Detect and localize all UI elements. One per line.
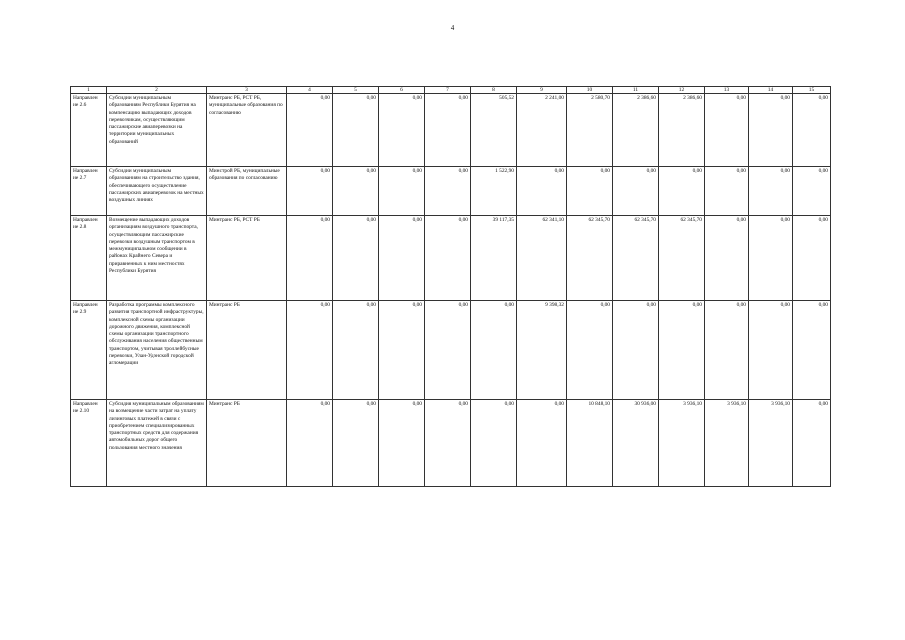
column-header-11: 11 xyxy=(613,87,659,94)
row-value-cell: 0,00 xyxy=(793,301,831,400)
row-value-cell: 10 848,10 xyxy=(567,400,613,487)
row-value-cell: 0,00 xyxy=(287,167,333,216)
column-header-2: 2 xyxy=(107,87,207,94)
row-value-cell: 0,00 xyxy=(567,301,613,400)
table-row xyxy=(71,400,831,487)
row-value-cell: 0,00 xyxy=(471,301,517,400)
row-value-cell: 0,00 xyxy=(659,167,705,216)
row-value-cell: 0,00 xyxy=(613,167,659,216)
row-value-cell: 2 580,70 xyxy=(567,94,613,167)
column-header-13: 13 xyxy=(705,87,749,94)
row-value-cell: 0,00 xyxy=(705,216,749,301)
row-value-cell: 505,52 xyxy=(471,94,517,167)
row-value-cell: 0,00 xyxy=(659,301,705,400)
row-value-cell: 0,00 xyxy=(705,167,749,216)
row-code-cell: Направлен ие 2.9 xyxy=(71,301,107,400)
row-value-cell: 2 386,60 xyxy=(613,94,659,167)
column-header-15: 15 xyxy=(793,87,831,94)
row-value-cell: 0,00 xyxy=(793,94,831,167)
row-value-cell: 3 936,10 xyxy=(659,400,705,487)
row-value-cell: 2 386,60 xyxy=(659,94,705,167)
row-value-cell: 0,00 xyxy=(613,301,659,400)
row-code-cell: Направлен ие 2.6 xyxy=(71,94,107,167)
column-header-1: 1 xyxy=(71,87,107,94)
row-value-cell: 0,00 xyxy=(333,167,379,216)
row-code-cell: Направлен ие 2.7 xyxy=(71,167,107,216)
row-value-cell: 0,00 xyxy=(333,400,379,487)
row-value-cell: 0,00 xyxy=(705,94,749,167)
row-name-cell: Субсидии муниципальным образованиям на строительство здания, обеспечивающего осуществление пассажирских авиаперевозок на местных воздушных линиях xyxy=(107,167,207,216)
row-executor-cell: Минтранс РБ xyxy=(207,301,287,400)
column-header-12: 12 xyxy=(659,87,705,94)
row-executor-cell: Минстрой РБ, муниципальные образования по согласованию xyxy=(207,167,287,216)
row-value-cell: 0,00 xyxy=(379,94,425,167)
row-value-cell: 0,00 xyxy=(749,94,793,167)
row-value-cell: 0,00 xyxy=(517,400,567,487)
row-value-cell: 0,00 xyxy=(425,216,471,301)
row-value-cell: 2 241,00 xyxy=(517,94,567,167)
table-row xyxy=(71,301,831,400)
row-value-cell: 39 117,35 xyxy=(471,216,517,301)
row-value-cell: 0,00 xyxy=(333,216,379,301)
table-body xyxy=(71,94,831,487)
row-value-cell: 30 936,00 xyxy=(613,400,659,487)
row-value-cell: 0,00 xyxy=(793,400,831,487)
row-value-cell: 0,00 xyxy=(471,400,517,487)
row-code-cell: Направлен ие 2.10 xyxy=(71,400,107,487)
row-value-cell: 0,00 xyxy=(287,301,333,400)
row-value-cell: 3 936,10 xyxy=(749,400,793,487)
row-name-cell: Возмещение выпадающих доходов организациям воздушного транспорта, осуществляющим пассажирские перевозки воздушным транспортом в межмуниципальном сообщении в районах Крайнего Севера и приравненных к ним местностях Республики Бурятия xyxy=(107,216,207,301)
row-value-cell: 0,00 xyxy=(749,216,793,301)
row-value-cell: 0,00 xyxy=(793,216,831,301)
row-value-cell: 0,00 xyxy=(749,167,793,216)
table-row xyxy=(71,167,831,216)
row-value-cell: 0,00 xyxy=(379,301,425,400)
row-value-cell: 0,00 xyxy=(333,301,379,400)
column-header-4: 4 xyxy=(287,87,333,94)
column-header-14: 14 xyxy=(749,87,793,94)
column-header-10: 10 xyxy=(567,87,613,94)
row-value-cell: 0,00 xyxy=(749,301,793,400)
row-executor-cell: Минтранс РБ xyxy=(207,400,287,487)
row-value-cell: 0,00 xyxy=(287,216,333,301)
column-header-9: 9 xyxy=(517,87,567,94)
row-value-cell: 0,00 xyxy=(287,94,333,167)
row-value-cell: 62 345,70 xyxy=(659,216,705,301)
row-value-cell: 0,00 xyxy=(517,167,567,216)
row-name-cell: Субсидия муниципальным образованиям на возмещение части затрат на уплату лизинговых платежей в связи с приобретением специализированных транспортных средств для содержания автомобильных дорог общего пользования местного значения xyxy=(107,400,207,487)
row-executor-cell: Минтранс РБ, РСТ РБ, муниципальные образования по согласованию xyxy=(207,94,287,167)
row-value-cell: 0,00 xyxy=(425,301,471,400)
row-value-cell: 0,00 xyxy=(333,94,379,167)
row-value-cell: 62 341,10 xyxy=(517,216,567,301)
column-header-3: 3 xyxy=(207,87,287,94)
row-value-cell: 9 398,32 xyxy=(517,301,567,400)
row-value-cell: 0,00 xyxy=(793,167,831,216)
page-number: 4 xyxy=(450,24,455,32)
table-row xyxy=(71,216,831,301)
row-value-cell: 0,00 xyxy=(425,400,471,487)
row-name-cell: Субсидии муниципальным образованиям Республики Бурятия на компенсацию выпадающих доходов перевозчикам, осуществляющим пассажирские авиаперевозки на территории муниципальных образований xyxy=(107,94,207,167)
header-row xyxy=(71,87,831,94)
column-header-8: 8 xyxy=(471,87,517,94)
row-executor-cell: Минтранс РБ, РСТ РБ xyxy=(207,216,287,301)
row-value-cell: 62 345,70 xyxy=(613,216,659,301)
row-value-cell: 0,00 xyxy=(425,167,471,216)
row-value-cell: 1 522,90 xyxy=(471,167,517,216)
row-name-cell: Разработка программы комплексного развития транспортной инфраструктуры, комплексной схемы организации дорожного движения, комплексной схемы организации транспортного обслуживания населения общественным транспортом, учитывая троллейбусные перевозки, Улан-Удэнской городской агломерации xyxy=(107,301,207,400)
row-value-cell: 3 936,10 xyxy=(705,400,749,487)
row-value-cell: 62 345,70 xyxy=(567,216,613,301)
row-code-cell: Направлен ие 2.8 xyxy=(71,216,107,301)
program-table xyxy=(70,86,831,487)
column-header-6: 6 xyxy=(379,87,425,94)
row-value-cell: 0,00 xyxy=(287,400,333,487)
row-value-cell: 0,00 xyxy=(379,216,425,301)
table-row xyxy=(71,94,831,167)
row-value-cell: 0,00 xyxy=(379,167,425,216)
row-value-cell: 0,00 xyxy=(567,167,613,216)
row-value-cell: 0,00 xyxy=(705,301,749,400)
row-value-cell: 0,00 xyxy=(379,400,425,487)
row-value-cell: 0,00 xyxy=(425,94,471,167)
column-header-7: 7 xyxy=(425,87,471,94)
column-header-5: 5 xyxy=(333,87,379,94)
